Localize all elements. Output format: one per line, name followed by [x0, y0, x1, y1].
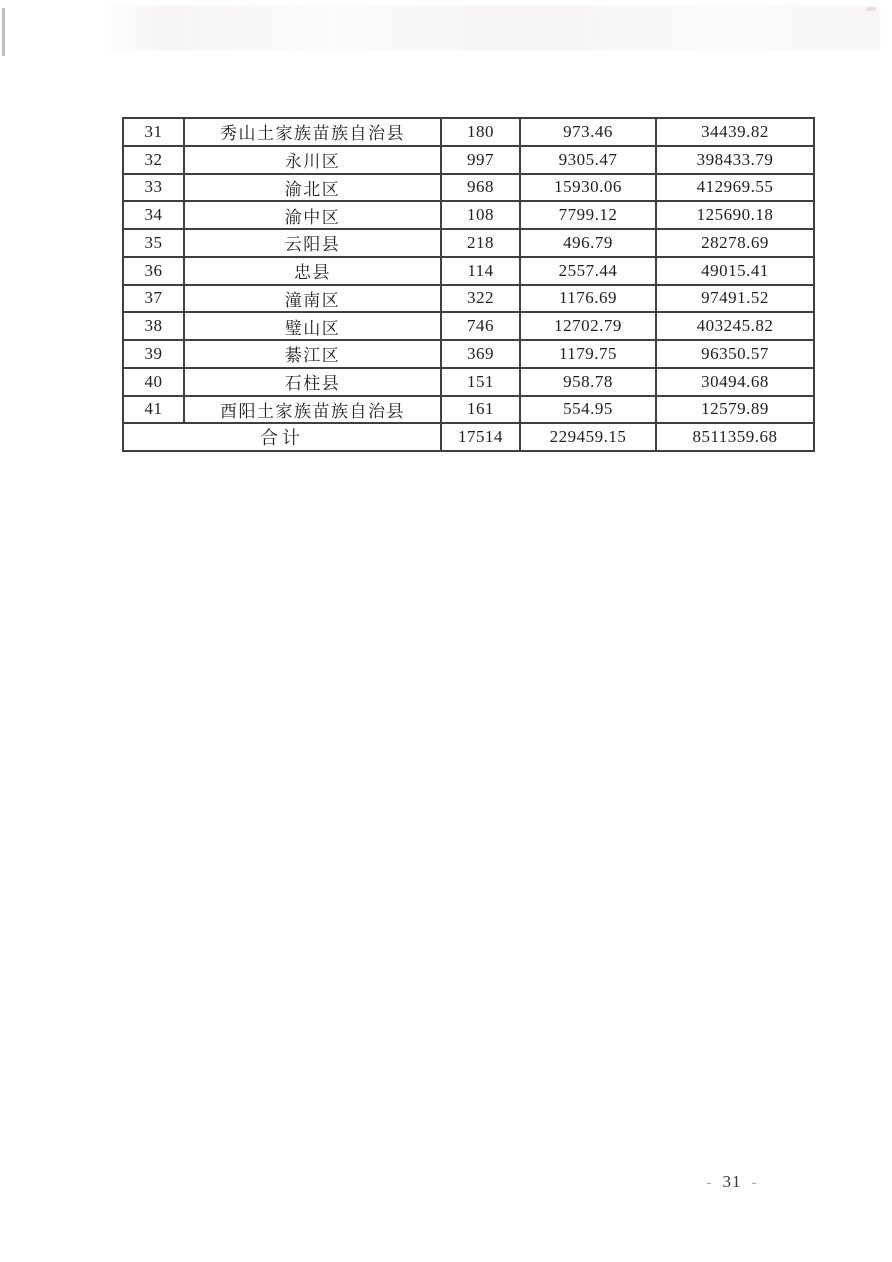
cell-row-number: 38: [123, 312, 184, 340]
district-statistics-table: [122, 117, 815, 452]
table-row: [123, 285, 814, 313]
total-row: [123, 423, 814, 451]
cell-district-name: 云阳县: [184, 229, 441, 257]
cell-amount-1: 15930.06: [520, 174, 656, 202]
cell-row-number: 41: [123, 396, 184, 424]
cell-amount-2: 403245.82: [656, 312, 814, 340]
cell-count: 151: [441, 368, 520, 396]
cell-total-count: 17514: [441, 423, 520, 451]
cell-total-amount-1: 229459.15: [520, 423, 656, 451]
scan-artifact-left-edge: [2, 8, 5, 56]
cell-amount-1: 554.95: [520, 396, 656, 424]
cell-total-amount-2: 8511359.68: [656, 423, 814, 451]
scan-artifact-top: [100, 6, 880, 50]
page-number-dash-left: -: [706, 1174, 713, 1191]
page-number: [662, 1172, 802, 1192]
table-row: [123, 118, 814, 146]
cell-count: 322: [441, 285, 520, 313]
cell-district-name: 忠县: [184, 257, 441, 285]
cell-amount-2: 398433.79: [656, 146, 814, 174]
table-row: [123, 257, 814, 285]
cell-amount-2: 412969.55: [656, 174, 814, 202]
cell-amount-2: 49015.41: [656, 257, 814, 285]
page-number-value: 31: [722, 1172, 742, 1191]
cell-district-name: 秀山土家族苗族自治县: [184, 118, 441, 146]
cell-row-number: 40: [123, 368, 184, 396]
cell-count: 968: [441, 174, 520, 202]
cell-amount-2: 12579.89: [656, 396, 814, 424]
cell-count: 218: [441, 229, 520, 257]
cell-district-name: 渝中区: [184, 201, 441, 229]
cell-row-number: 35: [123, 229, 184, 257]
table-row: [123, 368, 814, 396]
cell-district-name: 酉阳土家族苗族自治县: [184, 396, 441, 424]
cell-row-number: 34: [123, 201, 184, 229]
cell-count: 746: [441, 312, 520, 340]
table-row: [123, 340, 814, 368]
cell-row-number: 31: [123, 118, 184, 146]
cell-count: 369: [441, 340, 520, 368]
cell-row-number: 33: [123, 174, 184, 202]
cell-amount-1: 496.79: [520, 229, 656, 257]
cell-amount-2: 125690.18: [656, 201, 814, 229]
table-row: [123, 146, 814, 174]
cell-amount-1: 973.46: [520, 118, 656, 146]
cell-total-label: 合计: [123, 423, 441, 451]
table-row: [123, 201, 814, 229]
cell-district-name: 潼南区: [184, 285, 441, 313]
cell-amount-1: 2557.44: [520, 257, 656, 285]
cell-district-name: 璧山区: [184, 312, 441, 340]
scan-artifact-top-right: [866, 7, 876, 11]
cell-amount-1: 12702.79: [520, 312, 656, 340]
cell-amount-1: 1176.69: [520, 285, 656, 313]
table-row: [123, 312, 814, 340]
cell-amount-2: 34439.82: [656, 118, 814, 146]
table-body: [123, 118, 814, 451]
cell-district-name: 永川区: [184, 146, 441, 174]
cell-amount-2: 96350.57: [656, 340, 814, 368]
cell-row-number: 39: [123, 340, 184, 368]
table-row: [123, 396, 814, 424]
table-row: [123, 229, 814, 257]
cell-amount-1: 958.78: [520, 368, 656, 396]
cell-count: 180: [441, 118, 520, 146]
cell-amount-1: 1179.75: [520, 340, 656, 368]
cell-row-number: 32: [123, 146, 184, 174]
cell-district-name: 渝北区: [184, 174, 441, 202]
cell-amount-2: 28278.69: [656, 229, 814, 257]
page-number-dash-right: -: [751, 1174, 758, 1191]
cell-amount-2: 97491.52: [656, 285, 814, 313]
cell-amount-2: 30494.68: [656, 368, 814, 396]
cell-district-name: 石柱县: [184, 368, 441, 396]
cell-count: 161: [441, 396, 520, 424]
cell-count: 114: [441, 257, 520, 285]
cell-row-number: 37: [123, 285, 184, 313]
cell-amount-1: 9305.47: [520, 146, 656, 174]
cell-count: 997: [441, 146, 520, 174]
cell-district-name: 綦江区: [184, 340, 441, 368]
cell-amount-1: 7799.12: [520, 201, 656, 229]
cell-row-number: 36: [123, 257, 184, 285]
table-row: [123, 174, 814, 202]
cell-count: 108: [441, 201, 520, 229]
